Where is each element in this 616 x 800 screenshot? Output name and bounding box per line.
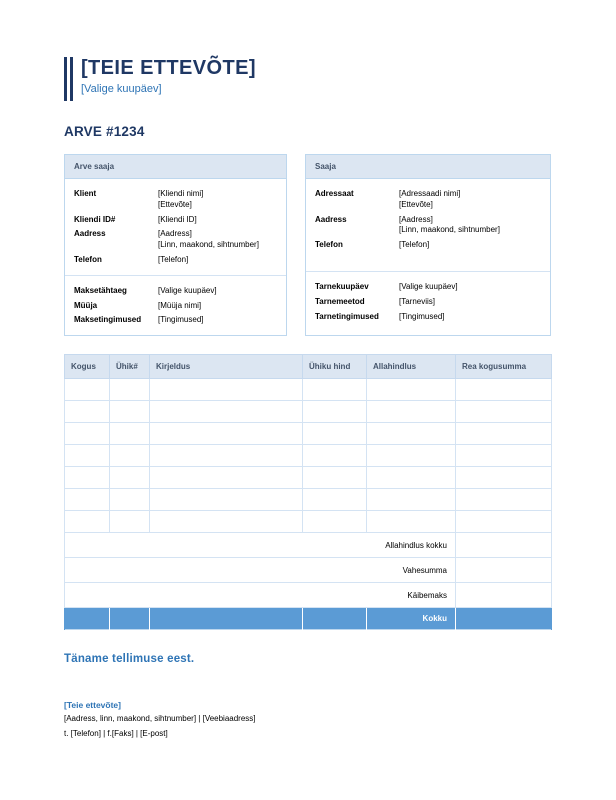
field-value-placeholder[interactable]: [Tingimused] bbox=[399, 311, 445, 321]
company-header bbox=[64, 57, 551, 101]
items-empty-cell[interactable] bbox=[303, 489, 367, 511]
accent-bars-icon bbox=[64, 57, 73, 101]
field-label: Maksetähtaeg bbox=[74, 285, 127, 295]
items-empty-cell[interactable] bbox=[303, 379, 367, 401]
items-empty-cell[interactable] bbox=[110, 511, 150, 533]
grand-total-cell bbox=[65, 608, 110, 630]
items-empty-cell[interactable] bbox=[65, 511, 110, 533]
grand-total-cell bbox=[150, 608, 303, 630]
items-empty-cell[interactable] bbox=[456, 423, 552, 445]
accent-bar bbox=[70, 57, 73, 101]
info-field-row bbox=[315, 297, 541, 308]
items-empty-row bbox=[65, 423, 552, 445]
thank-you-message: Täname tellimuse eest. bbox=[64, 653, 195, 666]
items-empty-cell[interactable] bbox=[65, 379, 110, 401]
items-empty-row bbox=[65, 401, 552, 423]
total-row-label: Käibemaks bbox=[65, 583, 456, 608]
grand-total-cell bbox=[303, 608, 367, 630]
total-row-value[interactable] bbox=[456, 533, 552, 558]
items-empty-cell[interactable] bbox=[367, 379, 456, 401]
items-empty-row bbox=[65, 379, 552, 401]
field-label: Tarnetingimused bbox=[315, 311, 379, 321]
info-field-row bbox=[74, 215, 277, 226]
items-empty-cell[interactable] bbox=[110, 467, 150, 489]
field-label: Maksetingimused bbox=[74, 315, 142, 325]
field-value-placeholder[interactable]: [Valige kuupäev] bbox=[158, 285, 217, 295]
items-column-header: Allahindlus bbox=[367, 355, 456, 379]
info-field-row bbox=[74, 229, 277, 251]
items-empty-cell[interactable] bbox=[367, 489, 456, 511]
bill-to-header: Arve saaja bbox=[65, 155, 286, 179]
info-card-body bbox=[65, 179, 286, 275]
items-empty-cell[interactable] bbox=[456, 489, 552, 511]
footer bbox=[64, 700, 551, 739]
items-empty-cell[interactable] bbox=[456, 379, 552, 401]
field-value-placeholder[interactable]: [Müüja nimi] bbox=[158, 300, 202, 310]
info-field-row bbox=[74, 255, 277, 266]
info-field-row bbox=[315, 240, 541, 251]
items-empty-cell[interactable] bbox=[150, 445, 303, 467]
items-empty-cell[interactable] bbox=[65, 489, 110, 511]
items-empty-cell[interactable] bbox=[65, 423, 110, 445]
field-label: Tarnekuupäev bbox=[315, 282, 369, 291]
totals-row bbox=[65, 558, 552, 583]
items-empty-cell[interactable] bbox=[367, 511, 456, 533]
items-empty-cell[interactable] bbox=[303, 511, 367, 533]
info-field-row bbox=[315, 312, 541, 323]
ship-to-header: Saaja bbox=[306, 155, 550, 179]
field-value-placeholder[interactable]: [Kliendi nimi] [Ettevõte] bbox=[158, 189, 204, 209]
field-label: Aadress bbox=[315, 214, 347, 224]
info-field-row bbox=[74, 286, 277, 297]
footer-address-line[interactable]: [Aadress, linn, maakond, sihtnumber] | [Veebiaadress] bbox=[64, 714, 256, 724]
items-empty-cell[interactable] bbox=[150, 467, 303, 489]
company-header-text bbox=[81, 57, 256, 101]
field-label: Adressaat bbox=[315, 189, 354, 198]
total-row-label: Allahindlus kokku bbox=[65, 533, 456, 558]
field-value-placeholder[interactable]: [Valige kuupäev] bbox=[399, 282, 458, 291]
info-field-row bbox=[315, 215, 541, 237]
items-column-header: Kogus bbox=[65, 355, 110, 379]
items-empty-cell[interactable] bbox=[456, 445, 552, 467]
items-empty-cell[interactable] bbox=[303, 423, 367, 445]
accent-bar bbox=[64, 57, 67, 101]
grand-total-row bbox=[65, 608, 552, 630]
items-empty-cell[interactable] bbox=[110, 379, 150, 401]
items-empty-cell[interactable] bbox=[367, 401, 456, 423]
items-empty-cell[interactable] bbox=[456, 401, 552, 423]
items-empty-cell[interactable] bbox=[110, 423, 150, 445]
info-card-body bbox=[65, 275, 286, 335]
line-items-table bbox=[64, 354, 552, 630]
company-name-placeholder[interactable]: [TEIE ETTEVÕTE] bbox=[81, 57, 256, 79]
ship-to-card bbox=[305, 154, 551, 336]
items-column-header: Kirjeldus bbox=[150, 355, 303, 379]
field-value-placeholder[interactable]: [Kliendi ID] bbox=[158, 214, 197, 224]
field-label: Tarnemeetod bbox=[315, 296, 365, 306]
items-empty-cell[interactable] bbox=[150, 489, 303, 511]
grand-total-cell[interactable] bbox=[456, 608, 552, 630]
footer-company-name[interactable]: [Teie ettevõte] bbox=[64, 700, 121, 711]
items-empty-cell[interactable] bbox=[110, 445, 150, 467]
info-card-body bbox=[306, 271, 550, 331]
info-field-row bbox=[315, 282, 541, 293]
items-column-header: Ühiku hind bbox=[303, 355, 367, 379]
field-value-placeholder[interactable]: [Telefon] bbox=[158, 254, 189, 264]
total-row-value[interactable] bbox=[456, 583, 552, 608]
items-empty-cell[interactable] bbox=[303, 401, 367, 423]
items-empty-cell[interactable] bbox=[456, 511, 552, 533]
field-label: Müüja bbox=[74, 300, 98, 310]
invoice-number-title: ARVE #1234 bbox=[64, 124, 145, 139]
info-field-row bbox=[315, 189, 541, 211]
total-row-label: Vahesumma bbox=[65, 558, 456, 583]
totals-row bbox=[65, 583, 552, 608]
items-empty-cell[interactable] bbox=[456, 467, 552, 489]
field-value-placeholder[interactable]: [Tingimused] bbox=[158, 315, 204, 325]
items-empty-cell[interactable] bbox=[367, 423, 456, 445]
field-label: Aadress bbox=[74, 229, 106, 239]
items-empty-cell[interactable] bbox=[110, 401, 150, 423]
grand-total-cell bbox=[110, 608, 150, 630]
invoice-date-placeholder[interactable]: [Valige kuupäev] bbox=[81, 83, 162, 95]
field-value-placeholder[interactable]: [Tarneviis] bbox=[399, 296, 436, 306]
items-empty-cell[interactable] bbox=[367, 467, 456, 489]
items-empty-cell[interactable] bbox=[367, 445, 456, 467]
info-field-row bbox=[74, 315, 277, 326]
field-value-placeholder[interactable]: [Telefon] bbox=[399, 240, 430, 250]
items-empty-cell[interactable] bbox=[150, 423, 303, 445]
items-empty-row bbox=[65, 511, 552, 533]
items-empty-row bbox=[65, 445, 552, 467]
items-column-header: Ühik# bbox=[110, 355, 150, 379]
field-value-placeholder[interactable]: [Aadress] [Linn, maakond, sihtnumber] bbox=[399, 214, 500, 235]
items-empty-cell[interactable] bbox=[303, 445, 367, 467]
items-header-row bbox=[65, 355, 552, 379]
total-row-value[interactable] bbox=[456, 558, 552, 583]
items-empty-cell[interactable] bbox=[150, 379, 303, 401]
items-empty-cell[interactable] bbox=[150, 511, 303, 533]
footer-contact-line[interactable]: t. [Telefon] | f.[Faks] | [E-post] bbox=[64, 728, 168, 738]
items-empty-cell[interactable] bbox=[65, 445, 110, 467]
items-empty-cell[interactable] bbox=[65, 467, 110, 489]
items-empty-cell[interactable] bbox=[110, 489, 150, 511]
info-field-row bbox=[74, 189, 277, 211]
items-empty-row bbox=[65, 489, 552, 511]
totals-row bbox=[65, 533, 552, 558]
field-value-placeholder[interactable]: [Aadress] [Linn, maakond, sihtnumber] bbox=[158, 229, 259, 250]
items-empty-row bbox=[65, 467, 552, 489]
bill-to-card bbox=[64, 154, 287, 336]
field-label: Telefon bbox=[315, 240, 343, 250]
items-column-header: Rea kogusumma bbox=[456, 355, 552, 379]
info-card-body bbox=[306, 179, 550, 271]
items-empty-cell[interactable] bbox=[65, 401, 110, 423]
field-label: Telefon bbox=[74, 254, 102, 264]
field-label: Klient bbox=[74, 189, 97, 198]
items-empty-cell[interactable] bbox=[303, 467, 367, 489]
grand-total-label: Kokku bbox=[367, 608, 456, 630]
field-value-placeholder[interactable]: [Adressaadi nimi] [Ettevõte] bbox=[399, 189, 461, 209]
field-label: Kliendi ID# bbox=[74, 214, 116, 224]
info-field-row bbox=[74, 301, 277, 312]
parties-section bbox=[64, 154, 551, 336]
items-empty-cell[interactable] bbox=[150, 401, 303, 423]
